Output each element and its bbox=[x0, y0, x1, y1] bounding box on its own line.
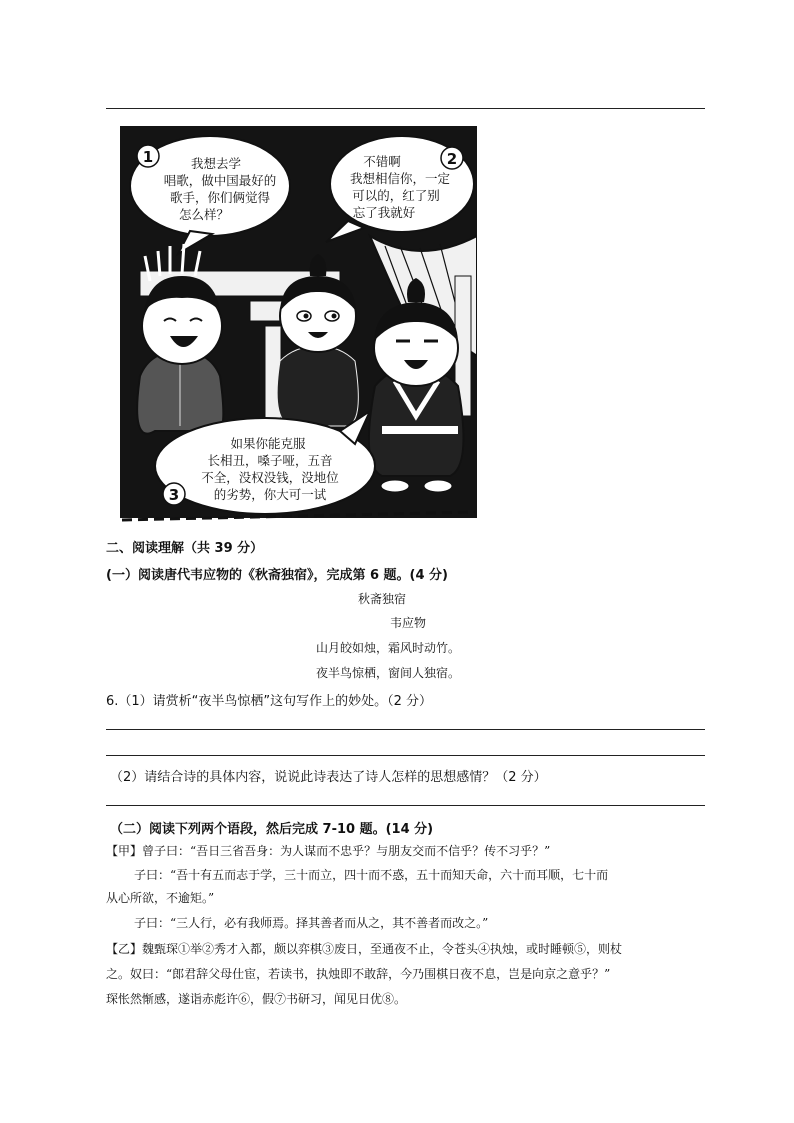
bubble-1-line-2: 唱歌，做中国最好的 bbox=[163, 173, 277, 188]
yi-line-1: 【乙】魏甄琛①举②秀才入都，颇以弈棋③废日，至通夜不止，令苍头④执烛，或时睡顿⑤，则杖 bbox=[106, 942, 623, 956]
comic-illustration bbox=[120, 126, 477, 524]
jia-line-1: 【甲】曾子曰：“吾日三省吾身：为人谋而不忠乎？与朋友交而不信乎？传不习乎？” bbox=[106, 844, 551, 858]
poem-line-1: 山月皎如烛，霜风时动竹。 bbox=[316, 641, 461, 655]
question-6-1: 6.（1）请赏析“夜半鸟惊栖”这句写作上的妙处。（2 分） bbox=[106, 694, 433, 709]
bubble-2-line-4: 忘了我就好 bbox=[352, 205, 416, 220]
yi-line-2: 之。奴曰：“郎君辞父母仕宦，若读书，执烛即不敢辞，今乃围棋日夜不息，岂是向京之意乎？” bbox=[106, 967, 611, 981]
bubble-3-number: 3 bbox=[168, 486, 180, 504]
bubble-3-line-1: 如果你能克服 bbox=[230, 436, 306, 451]
jia-line-4: 子曰：“三人行，必有我师焉。择其善者而从之，其不善者而改之。” bbox=[134, 916, 489, 930]
bubble-2-number: 2 bbox=[446, 150, 458, 168]
answer-line bbox=[106, 805, 705, 806]
part2-heading: （二）阅读下列两个语段，然后完成 7-10 题。(14 分) bbox=[110, 822, 434, 837]
bubble-3-line-2: 长相丑，嗓子哑，五音 bbox=[207, 453, 333, 468]
bubble-1-number: 1 bbox=[142, 148, 154, 166]
answer-line bbox=[106, 729, 705, 730]
poem-line-2: 夜半鸟惊栖，窗间人独宿。 bbox=[316, 666, 461, 680]
question-6-2: （2）请结合诗的具体内容，说说此诗表达了诗人怎样的思想感情？（2 分） bbox=[110, 770, 547, 785]
bubble-1-line-3: 歌手，你们俩觉得 bbox=[169, 190, 271, 205]
poem-title: 秋斋独宿 bbox=[358, 592, 407, 606]
part1-heading: (一）阅读唐代韦应物的《秋斋独宿》，完成第 6 题。(4 分) bbox=[106, 568, 448, 583]
section-heading: 二、阅读理解（共 39 分） bbox=[106, 541, 264, 556]
bubble-3-line-3: 不全，没权没钱，没地位 bbox=[201, 470, 339, 485]
bubble-2-line-2: 我想相信你，一定 bbox=[349, 171, 451, 186]
answer-line bbox=[106, 755, 705, 756]
jia-line-2: 子曰：“吾十有五而志于学，三十而立，四十而不惑，五十而知天命，六十而耳顺，七十而 bbox=[134, 868, 609, 882]
jia-line-3: 从心所欲，不逾矩。” bbox=[106, 891, 215, 905]
yi-line-3: 琛怅然惭感，遂诣赤彪许⑥，假⑦书研习，闻见日优⑧。 bbox=[106, 992, 407, 1006]
bubble-2-line-3: 可以的，红了别 bbox=[352, 188, 440, 203]
bubble-1-line-1: 我想去学 bbox=[190, 156, 242, 171]
bubble-1-line-4: 怎么样？ bbox=[178, 207, 230, 222]
bubble-2-line-1: 不错啊 bbox=[363, 154, 401, 169]
bubble-3-line-4: 的劣势，你大可一试 bbox=[213, 487, 327, 502]
top-divider bbox=[106, 108, 705, 109]
poem-author: 韦应物 bbox=[390, 616, 427, 630]
